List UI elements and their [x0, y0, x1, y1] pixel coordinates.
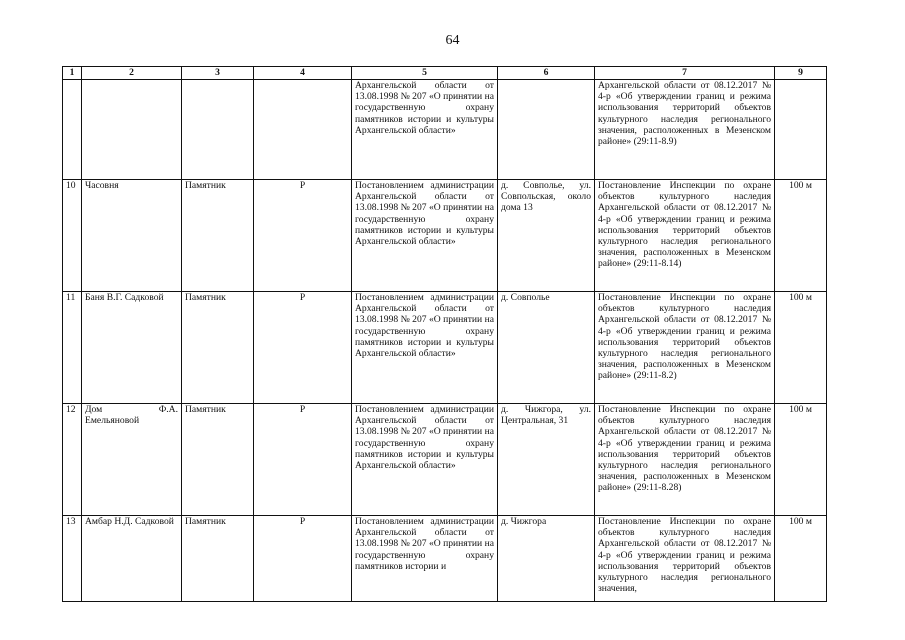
table-row [63, 180, 827, 292]
column-header: 2 [82, 67, 182, 80]
protection-zone: 100 м [775, 516, 827, 602]
table-row [63, 292, 827, 404]
column-header: 4 [254, 67, 352, 80]
object-name: Часовня [82, 180, 182, 292]
protection-document: Постановлением администрации Архангельской области от 13.08.1998 № 207 «О принятии на государственную охрану памятников истории и [352, 516, 498, 602]
column-header: 7 [595, 67, 775, 80]
protection-document: Постановлением администрации Архангельской области от 13.08.1998 № 207 «О принятии на государственную охрану памятников истории и культуры Архангельской области» [352, 404, 498, 516]
protection-zone: 100 м [775, 292, 827, 404]
object-address: д. Совполье, ул. Совпольская, около дома 13 [498, 180, 595, 292]
significance: Р [254, 292, 352, 404]
table-header-row [63, 67, 827, 80]
significance: Р [254, 180, 352, 292]
boundaries-order: Архангельской области от 08.12.2017 № 4-р «Об утверждении границ и режима использования территорий объектов культурного наследия регионального значения, расположенных в Мезенском районе» (29:11-8.9) [595, 80, 775, 180]
boundaries-order: Постановление Инспекции по охране объектов культурного наследия Архангельской области от 08.12.2017 № 4-р «Об утверждении границ и режима использования территорий объектов культурного наследия регионального значения, расположенных в Мезенском районе» (29:11-8.2) [595, 292, 775, 404]
row-number: 11 [63, 292, 82, 404]
boundaries-order: Постановление Инспекции по охране объектов культурного наследия Архангельской области от 08.12.2017 № 4-р «Об утверждении границ и режима использования территорий объектов культурного наследия регионального значения, [595, 516, 775, 602]
protection-document: Архангельской области от 13.08.1998 № 207 «О принятии на государственную охрану памятников истории и культуры Архангельской области» [352, 80, 498, 180]
row-number: 10 [63, 180, 82, 292]
significance [254, 80, 352, 180]
column-header: 5 [352, 67, 498, 80]
object-name [82, 80, 182, 180]
table-row [63, 516, 827, 602]
object-category [182, 80, 254, 180]
object-name: Амбар Н.Д. Садковой [82, 516, 182, 602]
column-header: 3 [182, 67, 254, 80]
object-category: Памятник [182, 516, 254, 602]
protection-zone: 100 м [775, 404, 827, 516]
object-name: Дом Ф.А. Емельяновой [82, 404, 182, 516]
protection-document: Постановлением администрации Архангельской области от 13.08.1998 № 207 «О принятии на государственную охрану памятников истории и культуры Архангельской области» [352, 180, 498, 292]
object-address: д. Чижгора, ул. Центральная, 31 [498, 404, 595, 516]
object-name: Баня В.Г. Садковой [82, 292, 182, 404]
boundaries-order: Постановление Инспекции по охране объектов культурного наследия Архангельской области от 08.12.2017 № 4-р «Об утверждении границ и режима использования территорий объектов культурного наследия регионального значения, расположенных в Мезенском районе» (29:11-8.28) [595, 404, 775, 516]
row-number: 13 [63, 516, 82, 602]
object-category: Памятник [182, 180, 254, 292]
table-row [63, 80, 827, 180]
heritage-objects-table [62, 66, 827, 602]
object-category: Памятник [182, 404, 254, 516]
protection-zone: 100 м [775, 180, 827, 292]
protection-zone [775, 80, 827, 180]
table-row [63, 404, 827, 516]
object-address: д. Совполье [498, 292, 595, 404]
page-number: 64 [445, 33, 460, 48]
row-number: 12 [63, 404, 82, 516]
column-header: 1 [63, 67, 82, 80]
boundaries-order: Постановление Инспекции по охране объектов культурного наследия Архангельской области от 08.12.2017 № 4-р «Об утверждении границ и режима использования территорий объектов культурного наследия регионального значения, расположенных в Мезенском районе» (29:11-8.14) [595, 180, 775, 292]
object-address: д. Чижгора [498, 516, 595, 602]
object-category: Памятник [182, 292, 254, 404]
row-number [63, 80, 82, 180]
object-address [498, 80, 595, 180]
protection-document: Постановлением администрации Архангельской области от 13.08.1998 № 207 «О принятии на государственную охрану памятников истории и культуры Архангельской области» [352, 292, 498, 404]
column-header: 6 [498, 67, 595, 80]
significance: Р [254, 516, 352, 602]
significance: Р [254, 404, 352, 516]
column-header: 9 [775, 67, 827, 80]
